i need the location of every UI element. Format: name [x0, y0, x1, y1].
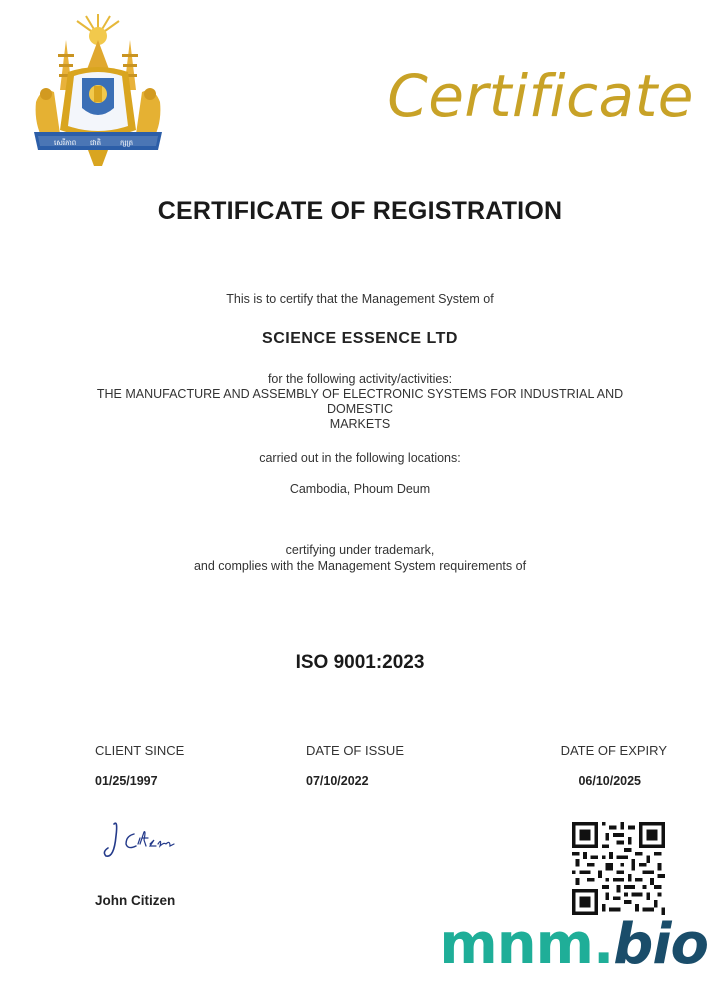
company-name: SCIENCE ESSENCE LTD: [262, 330, 458, 347]
iso-standard: ISO 9001:2023: [295, 652, 425, 673]
location-text: Cambodia, Phoum Deum: [289, 482, 431, 496]
certify-intro-text: This is to certify that the Management System of: [226, 292, 494, 306]
activity-line-3: MARKETS: [329, 417, 391, 431]
certificate-heading: Certificate: [387, 62, 694, 130]
trademark-line-2: and complies with the Management System requirements of: [193, 559, 527, 573]
date-of-expiry-label: DATE OF EXPIRY: [560, 743, 667, 758]
watermark-logo: [439, 912, 708, 978]
svg-text:ជាតិ: ជាតិ: [90, 139, 102, 147]
watermark-part-2: bio: [613, 912, 708, 977]
date-of-issue-value: 07/10/2022: [306, 774, 369, 788]
page-title: CERTIFICATE OF REGISTRATION: [157, 197, 563, 225]
svg-text:សេរីភាព: សេរីភាព: [54, 139, 77, 147]
signature-image: [100, 814, 180, 866]
royal-emblem-icon: [28, 10, 168, 168]
watermark-part-1: mnm.: [439, 912, 614, 977]
activity-line-1: THE MANUFACTURE AND ASSEMBLY OF ELECTRONIC SYSTEMS FOR INDUSTRIAL AND: [96, 387, 624, 401]
activity-intro-text: for the following activity/activities:: [267, 372, 453, 386]
qr-code-icon[interactable]: [572, 822, 665, 915]
locations-intro-text: carried out in the following locations:: [259, 451, 461, 465]
client-since-label: CLIENT SINCE: [95, 743, 185, 758]
svg-text:ក្សត្រ: ក្សត្រ: [120, 139, 134, 147]
trademark-line-1: certifying under trademark,: [285, 543, 435, 557]
date-of-issue-label: DATE OF ISSUE: [306, 743, 404, 758]
date-of-expiry-value: 06/10/2025: [578, 774, 641, 788]
signatory-name: John Citizen: [95, 893, 176, 908]
activity-line-2: DOMESTIC: [327, 402, 393, 416]
client-since-value: 01/25/1997: [95, 774, 158, 788]
